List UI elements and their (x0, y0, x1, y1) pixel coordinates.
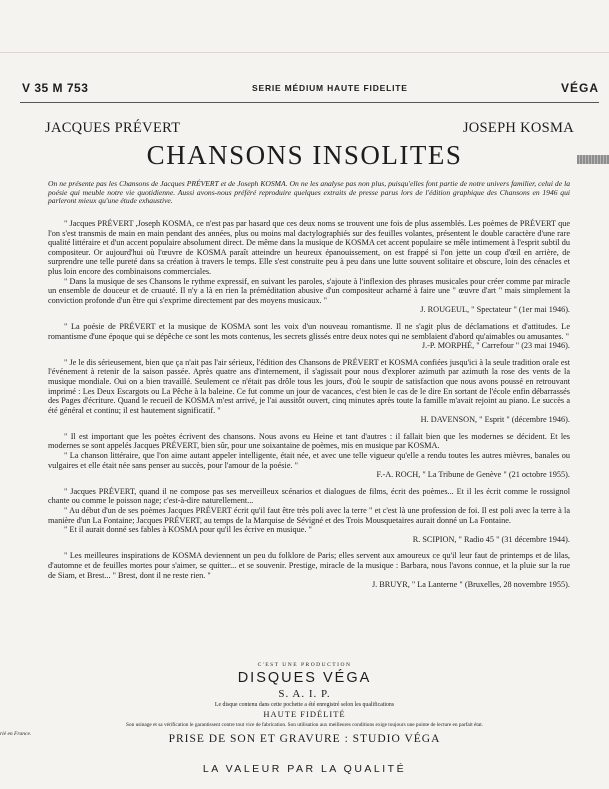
review-citation: J. BRUYR, " La Lanterne " (Bruxelles, 28 novembre 1955). (371, 580, 570, 590)
review-paragraph: " La poésie de PRÉVERT et la musique de KOSMA sont les voix d'un nouveau romantisme. Il ne s'agit plus de déclamations et d'attitudes. Le romantisme d'une époque qui se dépêche ce sont les mots contenus, les secrets glissés entre deux notes qui ne semblaient d'abord qu'aimables ou amusantes. " (48, 321, 570, 341)
fold-line (0, 52, 609, 53)
review-item (48, 322, 570, 351)
composer-name: JOSEPH KOSMA (462, 120, 574, 136)
production-credits (0, 662, 609, 745)
review-citation: R. SCIPION, " Radio 45 " (31 décembre 1944). (412, 534, 570, 544)
manufacturing-note: Son usinage et sa vérification le garantissent contre tout vice de fabrication. Son utilisation aux meilleures conditions exige toujours une pointe de lecture en parfait état. (126, 722, 483, 728)
review-item (48, 487, 570, 545)
lyricist-name: JACQUES PRÉVERT (45, 120, 181, 136)
production-intro: C'EST UNE PRODUCTION (257, 662, 352, 668)
review-paragraph: " La chanson littéraire, que l'on aime autant appeler intelligente, était née, et avec une telle vigueur qu'elle a rendu toutes les autres mièvres, banales ou vulgaires et elle était née sans penser au succès, pour l'amour de la poésie. " (48, 451, 570, 470)
review-paragraph: " Je le dis sérieusement, bien que ça n'ait pas l'air sérieux, l'édition des Chansons de PRÉVERT et KOSMA confiées jusqu'ici à la seule tradition orale est l'événement à retenir de la saison passée. Après quatre ans d'internement, il s'agissait pour nous d'explorer azimuth par azimuth la rose des vents de la musique mondiale. Oui on a bien travaillé. Seulement ce n'était pas drôle tous les jours, d'où le soupir de satisfaction que nous avons poussé en retrouvant imprimé : Les Deux Escargots ou La Pêche à la baleine. Ce fut comme un jour de vacances, c'est bien le cas de le dire En sortant de l'école enfin débarrassés des Pages d'écriture. Quand le recueil de KOSMA m'est arrivé, je l'ai aussitôt ouvert, cinq minutes après toute la famille m'avait rejoint au piano. Le succès a été général et continu; il est hautement significatif. " (48, 357, 570, 415)
review-citation: J. ROUGEUL, " Spectateur " (1er mai 1946). (420, 305, 570, 315)
brand-logo-text: VÉGA (560, 81, 599, 95)
press-reviews (48, 219, 570, 593)
header-divider (20, 102, 599, 103)
review-paragraph: " Jacques PRÉVERT ,Joseph KOSMA, ce n'est pas par hasard que ces deux noms se trouvent une fois de plus assemblés. Les poèmes de PRÉVERT que l'on s'est transmis de main en main pendant des années, plus ou moins mal dactylographiés sur des feuilles volantes, présentent le double caractère d'une rare qualité littéraire et d'un accent populaire absolument direct. De même dans la musique de KOSMA cet accent populaire se mêle intimement à l'esprit subtil du compositeur. Or aujourd'hui où l'œuvre de KOSMA paraît atteindre un heureux épanouissement, on est frappé si l'on jette un coup d'œil en arrière, de surprendre une telle pureté dans sa création à travers le temps. Elle s'est construite peu à peu dans une lutte souvent solitaire et obscure, loin des cénacles et plus loin encore des combinaisons commerciales. (48, 219, 570, 276)
review-citation: J.-P. MORPHÉ, " Carrefour " (23 mai 1946). (421, 341, 570, 351)
recording-note: Le disque contenu dans cette pochette a été enregistré selon les qualifications (214, 702, 395, 708)
series-label: SERIE MÉDIUM HAUTE FIDELITE (252, 83, 408, 93)
review-paragraph: " Dans la musique de ses Chansons le rythme expressif, en suivant les paroles, s'ajoute à l'inflexion des phrases musicales pour créer comme par miracle un ensemble de douceur et de cruauté. Il n'y a là en rien la préméditation abusive d'un compositeur acharné à faire une " œuvre d'art " mais simplement la conviction profonde d'un être qui s'exprime directement par des moyens musicaux. " (48, 276, 570, 305)
review-citation: H. DAVENSON, " Esprit " (décembre 1946). (420, 415, 570, 425)
review-paragraph: " Jacques PRÉVERT, quand il ne compose pas ses merveilleux scénarios et dialogues de films, écrit des poèmes... Et il les écrit comme le rossignol chante ou comme le poisson nage; c'est-à-dire naturellement... (48, 486, 570, 506)
catalog-number: V 35 M 753 (22, 81, 89, 95)
review-item (48, 551, 570, 589)
review-paragraph: " Au début d'un de ses poèmes Jacques PRÉVERT écrit qu'il faut être très poli avec la terre " et c'est là une profession de foi. Il est poli avec la terre à la manière d'un La Fontaine; Jacques PRÉVERT, au temps de la Marquise de Sévigné et des Trois Mousquetaires aurait donné un La Fontaine. (48, 506, 570, 525)
quality-label: HAUTE FIDÉLITÉ (263, 709, 346, 719)
review-item (48, 432, 570, 480)
review-item (48, 219, 570, 315)
album-title: CHANSONS INSOLITES (146, 140, 463, 170)
authors-line (45, 120, 574, 136)
review-paragraph: " Il est important que les poètes écrivent des chansons. Nous avons eu Heine et tant d'autres : il fallait bien que les modernes se décident. Et les modernes se sont appelés Jacques PRÉVERT, bien sûr, pour une soixantaine de poèmes, mis en musique par KOSMA. (48, 431, 570, 451)
edge-tab-decoration (577, 155, 609, 164)
header-bar (22, 81, 599, 99)
company-name: S. A. I. P. (278, 688, 331, 700)
record-label-name: DISQUES VÉGA (237, 670, 372, 686)
brand-motto: LA VALEUR PAR LA QUALITÉ (202, 763, 407, 775)
intro-paragraph: On ne présente pas les Chansons de Jacques PRÉVERT et de Joseph KOSMA. On ne les analyse pas non plus, puisqu'elles font partie de notre univers familier, celui de la poésie qui meuble notre vie quotidienne. Aussi avons-nous préféré reproduire quelques extraits de presse parus lors de l'édition graphique des Chansons en 1946 qui parleront mieux qu'une étude exhaustive. (48, 179, 570, 206)
studio-credit: PRISE DE SON ET GRAVURE : STUDIO VÉGA (168, 733, 441, 745)
review-paragraph: " Les meilleures inspirations de KOSMA deviennent un peu du folklore de Paris; elles servent aux amoureux ce qu'il leur faut de printemps et de lilas, d'automne et de feuilles mortes pour s'aimer, se quitter... et se souvenir. Prestige, miracle de la musique : Barbara, nous l'avons connue, et la pluie sur la rue de Siam, et Brest... " Brest, dont il ne reste rien. " (48, 551, 570, 580)
review-citation: F.-A. ROCH, " La Tribune de Genève " (21 octobre 1955). (376, 470, 570, 480)
review-paragraph: " Et il aurait donné ses fables à KOSMA pour qu'il les écrive en musique. " (64, 525, 312, 535)
printed-in-note: rié en France. (0, 731, 32, 737)
review-item (48, 358, 570, 425)
